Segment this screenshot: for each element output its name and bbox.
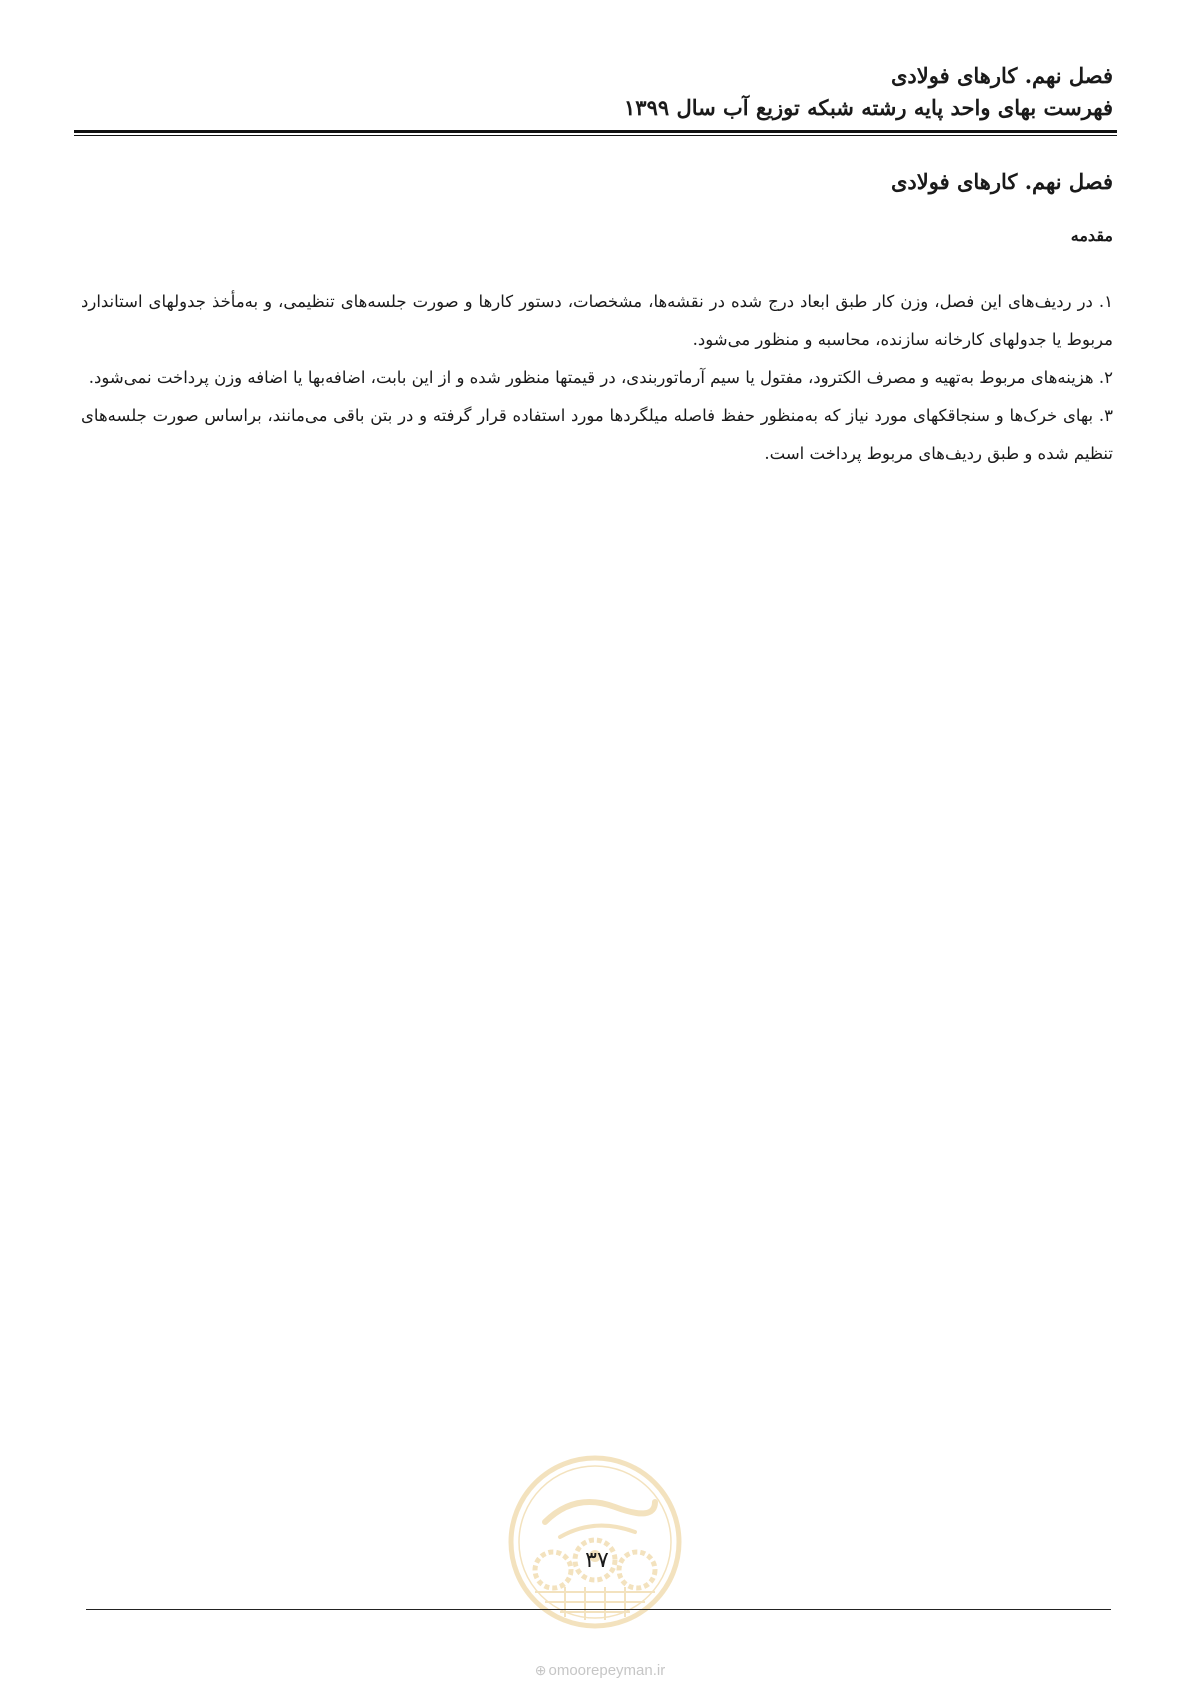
- running-header: [73, 60, 1113, 124]
- globe-icon: ⊕: [534, 1662, 547, 1678]
- footer-divider: [86, 1609, 1111, 1610]
- site-credit: [510, 1660, 690, 1681]
- section-title: فصل نهم. کارهای فولادی: [891, 169, 1113, 194]
- omoorepeyman-seal-icon: [505, 1452, 685, 1632]
- header-divider-thick: [74, 130, 1117, 133]
- body-text: [81, 283, 1113, 473]
- paragraph-1: ۱. در ردیف‌های این فصل، وزن کار طبق ابعاد درج شده در نقشه‌ها، مشخصات، دستور کارها و صورت جلسه‌های تنظیمی، و به‌مأخذ جدولهای استاندارد مربوط یا جدولهای کارخانه سازنده، محاسبه و منظور می‌شود.: [81, 292, 1113, 349]
- header-divider-thin: [74, 135, 1117, 136]
- page-number: ۳۷: [585, 1548, 609, 1573]
- site-credit-text: omoorepeyman.ir: [548, 1662, 666, 1679]
- header-document-title: فهرست بهای واحد پایه رشته شبکه توزیع آب سال ۱۳۹۹: [624, 95, 1113, 120]
- paragraph-3: ۳. بهای خرک‌ها و سنجاقکهای مورد نیاز که به‌منظور حفظ فاصله میلگردها مورد استفاده قرار گرفته و در بتن باقی می‌مانند، براساس صورت جلسه‌های تنظیم شده و طبق ردیف‌های مربوط پرداخت است.: [81, 406, 1113, 463]
- header-chapter-title: فصل نهم. کارهای فولادی: [891, 63, 1113, 88]
- intro-heading: مقدمه: [1070, 226, 1113, 245]
- paragraph-2: ۲. هزینه‌های مربوط به‌تهیه و مصرف الکترود، مفتول یا سیم آرماتوربندی، در قیمتها منظور شده و از این بابت، اضافه‌بها یا اضافه وزن پرداخت نمی‌شود.: [88, 368, 1113, 387]
